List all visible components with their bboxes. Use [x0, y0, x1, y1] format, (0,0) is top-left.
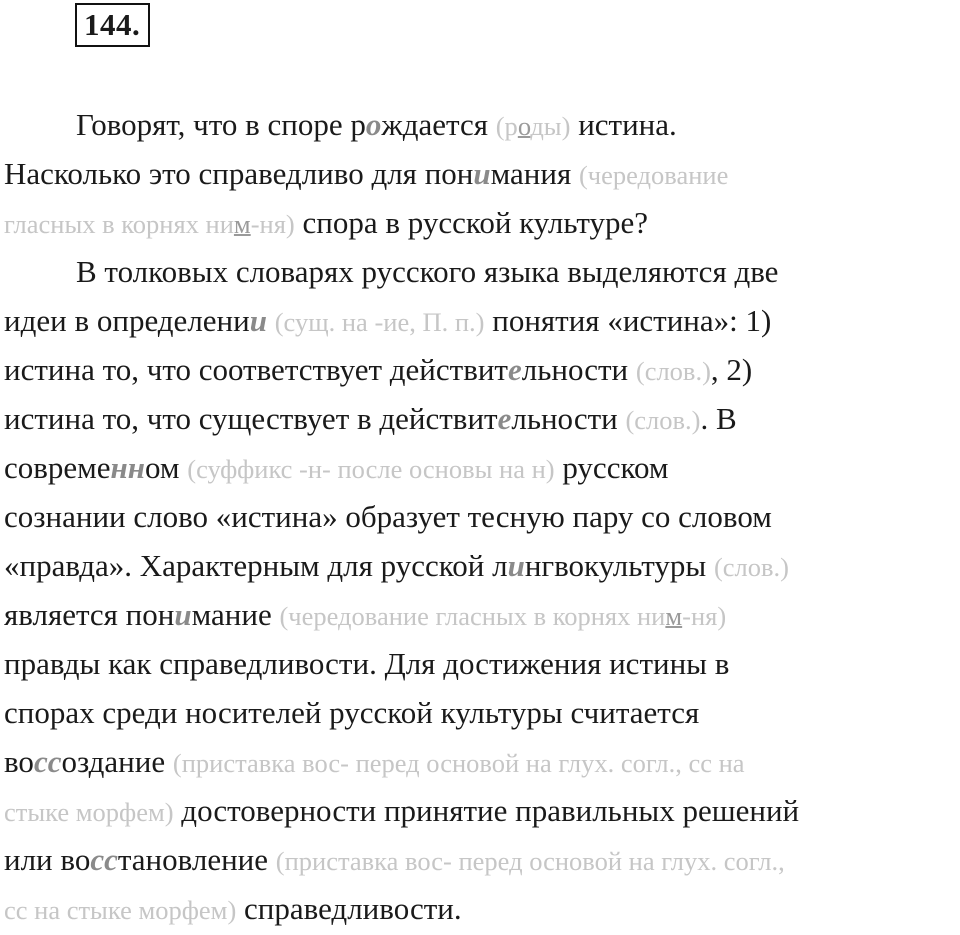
text-line	[4, 100, 960, 149]
text-line	[4, 345, 960, 394]
text-segment: совреме	[4, 450, 111, 485]
text-segment: льности	[521, 352, 636, 387]
rule-note: (чередование	[578, 160, 729, 190]
text-segment: оздание	[61, 744, 173, 779]
text-line	[4, 492, 960, 541]
text-segment: спорах среди носителей русской культуры считается	[4, 695, 700, 730]
text-segment: понятия «истина»: 1)	[484, 303, 772, 338]
highlighted-letter: о	[365, 107, 382, 142]
text-segment: является пон	[4, 597, 175, 632]
text-segment: мания	[490, 156, 579, 191]
text-line	[4, 443, 960, 492]
rule-note: ды)	[530, 111, 571, 141]
text-line	[4, 786, 960, 835]
rule-note: (слов.)	[713, 552, 789, 582]
text-segment: правды как справедливости. Для достижения истины в	[4, 646, 730, 681]
exercise-text	[4, 100, 960, 933]
text-line	[4, 149, 960, 198]
rule-note: сс на стыке морфем)	[4, 895, 237, 925]
text-line	[4, 394, 960, 443]
text-line	[4, 737, 960, 786]
text-line	[4, 198, 960, 247]
rule-note: гласных в корнях ни	[4, 209, 234, 239]
text-line	[4, 296, 960, 345]
rule-note: (слов.)	[625, 405, 701, 435]
text-segment: идеи в определени	[4, 303, 250, 338]
rule-note: (приставка вос- перед основой на глух. согл., сс на	[172, 748, 745, 778]
rule-note-underlined: м	[665, 601, 683, 631]
rule-note: (чередование гласных в корнях ни	[279, 601, 666, 631]
highlighted-letter: и	[174, 597, 192, 632]
highlighted-letter: и	[507, 548, 525, 583]
text-segment: сознании слово «истина» образует тесную пару со словом	[4, 499, 772, 534]
text-line	[4, 688, 960, 737]
text-segment: ом	[144, 450, 188, 485]
text-segment: , 2)	[710, 352, 753, 387]
rule-note: -ня)	[682, 601, 727, 631]
rule-note: (приставка вос- перед основой на глух. согл.,	[275, 846, 785, 876]
text-segment: ждается	[381, 107, 496, 142]
highlighted-letter: сс	[33, 744, 62, 779]
highlighted-letter: сс	[90, 842, 118, 877]
text-segment: справедливости.	[236, 891, 462, 926]
text-segment: истина.	[570, 107, 677, 142]
text-segment: «правда». Характерным для русской л	[4, 548, 508, 583]
text-segment: русском	[554, 450, 669, 485]
rule-note: (слов.)	[635, 356, 711, 386]
text-segment: достоверности принятие правильных решений	[173, 793, 800, 828]
text-segment: истина то, что существует в действит	[4, 401, 498, 436]
text-segment	[267, 303, 275, 338]
text-line	[4, 247, 960, 296]
text-line	[4, 590, 960, 639]
text-segment: тановление	[117, 842, 276, 877]
highlighted-letter: е	[507, 352, 522, 387]
text-line	[4, 835, 960, 884]
text-segment: спора в русской культуре?	[294, 205, 649, 240]
text-segment: Говорят, что в споре р	[76, 107, 366, 142]
highlighted-letter: е	[497, 401, 512, 436]
text-segment: или во	[4, 842, 91, 877]
text-line	[4, 884, 960, 933]
text-segment: истина то, что соответствует действит	[4, 352, 508, 387]
highlighted-letter: нн	[110, 450, 145, 485]
rule-note: (р	[495, 111, 518, 141]
rule-note: -ня)	[250, 209, 295, 239]
text-line	[4, 639, 960, 688]
rule-note: (суффикс -н- после основы на н)	[187, 454, 555, 484]
rule-note-underlined: о	[517, 111, 531, 141]
rule-note-underlined: м	[233, 209, 251, 239]
text-segment: В толковых словарях русского языка выделяются две	[76, 254, 779, 289]
text-segment: мание	[191, 597, 280, 632]
text-segment: нгвокультуры	[524, 548, 714, 583]
rule-note: (сущ. на -ие, П. п.)	[274, 307, 485, 337]
text-segment: . В	[700, 401, 737, 436]
rule-note: стыке морфем)	[4, 797, 174, 827]
text-segment: льности	[511, 401, 626, 436]
text-segment: во	[4, 744, 34, 779]
exercise-number: 144.	[75, 3, 150, 47]
highlighted-letter: и	[473, 156, 491, 191]
text-segment: Насколько это справедливо для пон	[4, 156, 474, 191]
highlighted-letter: и	[249, 303, 267, 338]
text-line	[4, 541, 960, 590]
